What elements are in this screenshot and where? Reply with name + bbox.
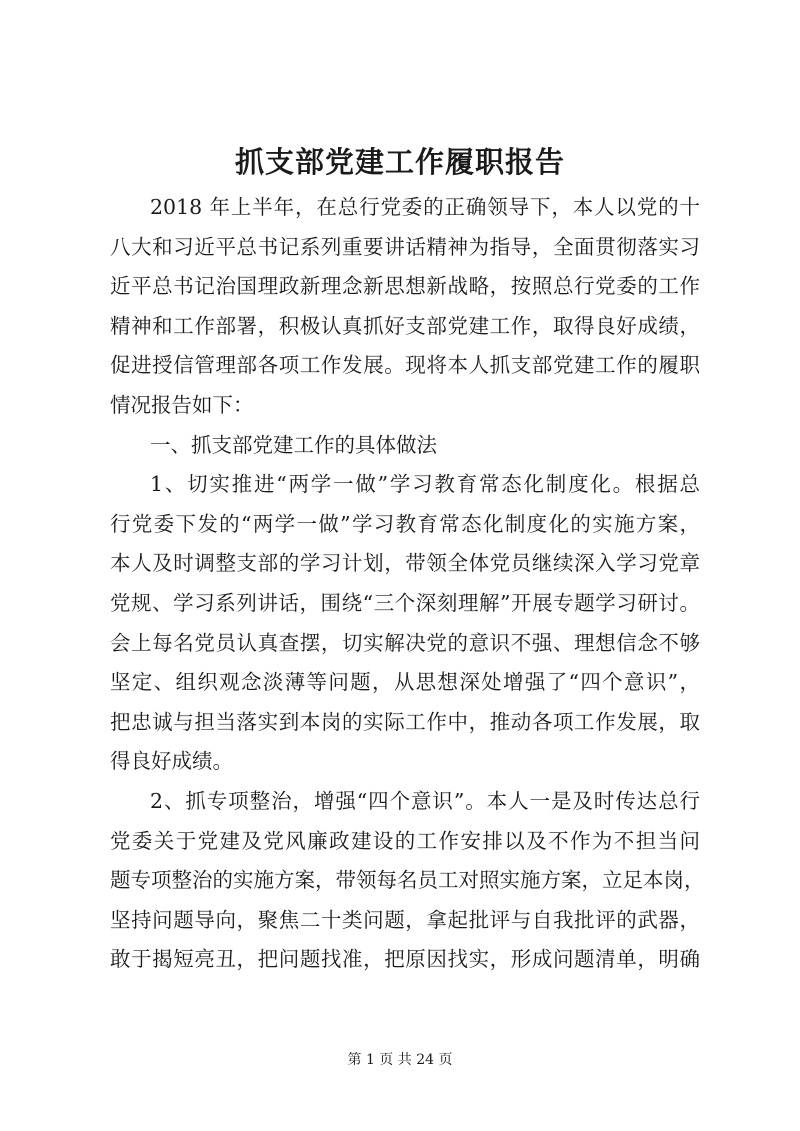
paragraph-line: 2、抓专项整治，增强“四个意识”。本人一是及时传达总行: [150, 788, 700, 813]
paragraph-line: 把忠诚与担当落实到本岗的实际工作中，推动各项工作发展，取: [110, 709, 700, 734]
page-indicator: 第 1 页 共 24 页: [347, 1052, 453, 1068]
paragraph-line: 敢于揭短亮丑，把问题找准，把原因找实，形成问题清单，明确: [110, 947, 700, 972]
paragraph-line: 八大和习近平总书记系列重要讲话精神为指导，全面贯彻落实习: [110, 234, 700, 259]
paragraph-line: 党规、学习系列讲话，围绕“三个深刻理解”开展专题学习研讨。: [110, 590, 700, 615]
paragraph-line: 精神和工作部署，积极认真抓好支部党建工作，取得良好成绩，: [110, 313, 700, 338]
document-body: [110, 188, 705, 980]
paragraph-line: 促进授信管理部各项工作发展。现将本人抓支部党建工作的履职: [110, 353, 700, 378]
paragraph-line: 本人及时调整支部的学习计划，带领全体党员继续深入学习党章: [110, 551, 700, 576]
paragraph-line: 近平总书记治国理政新理念新思想新战略，按照总行党委的工作: [110, 274, 700, 299]
paragraph-line: 得良好成绩。: [110, 749, 233, 774]
paragraph-line: 会上每名党员认真查摆，切实解决党的意识不强、理想信念不够: [110, 630, 700, 655]
paragraph-line: 情况报告如下：: [110, 392, 254, 417]
paragraph-line: 1、切实推进“两学一做”学习教育常态化制度化。根据总: [150, 472, 700, 497]
paragraph-line: 党委关于党建及党风廉政建设的工作安排以及不作为不担当问: [110, 828, 700, 853]
paragraph-line: 坚定、组织观念淡薄等问题，从思想深处增强了“四个意识”，: [110, 670, 700, 695]
paragraph-line: 坚持问题导向，聚焦二十类问题，拿起批评与自我批评的武器，: [110, 907, 700, 932]
paragraph-line: 行党委下发的“两学一做”学习教育常态化制度化的实施方案，: [110, 511, 700, 536]
paragraph-line: 题专项整治的实施方案，带领每名员工对照实施方案，立足本岗，: [110, 868, 705, 893]
paragraph-line: 2018 年上半年，在总行党委的正确领导下，本人以党的十: [150, 195, 700, 219]
section-heading: 一、抓支部党建工作的具体做法: [150, 432, 437, 457]
document-title: 抓支部党建工作履职报告: [234, 145, 565, 179]
